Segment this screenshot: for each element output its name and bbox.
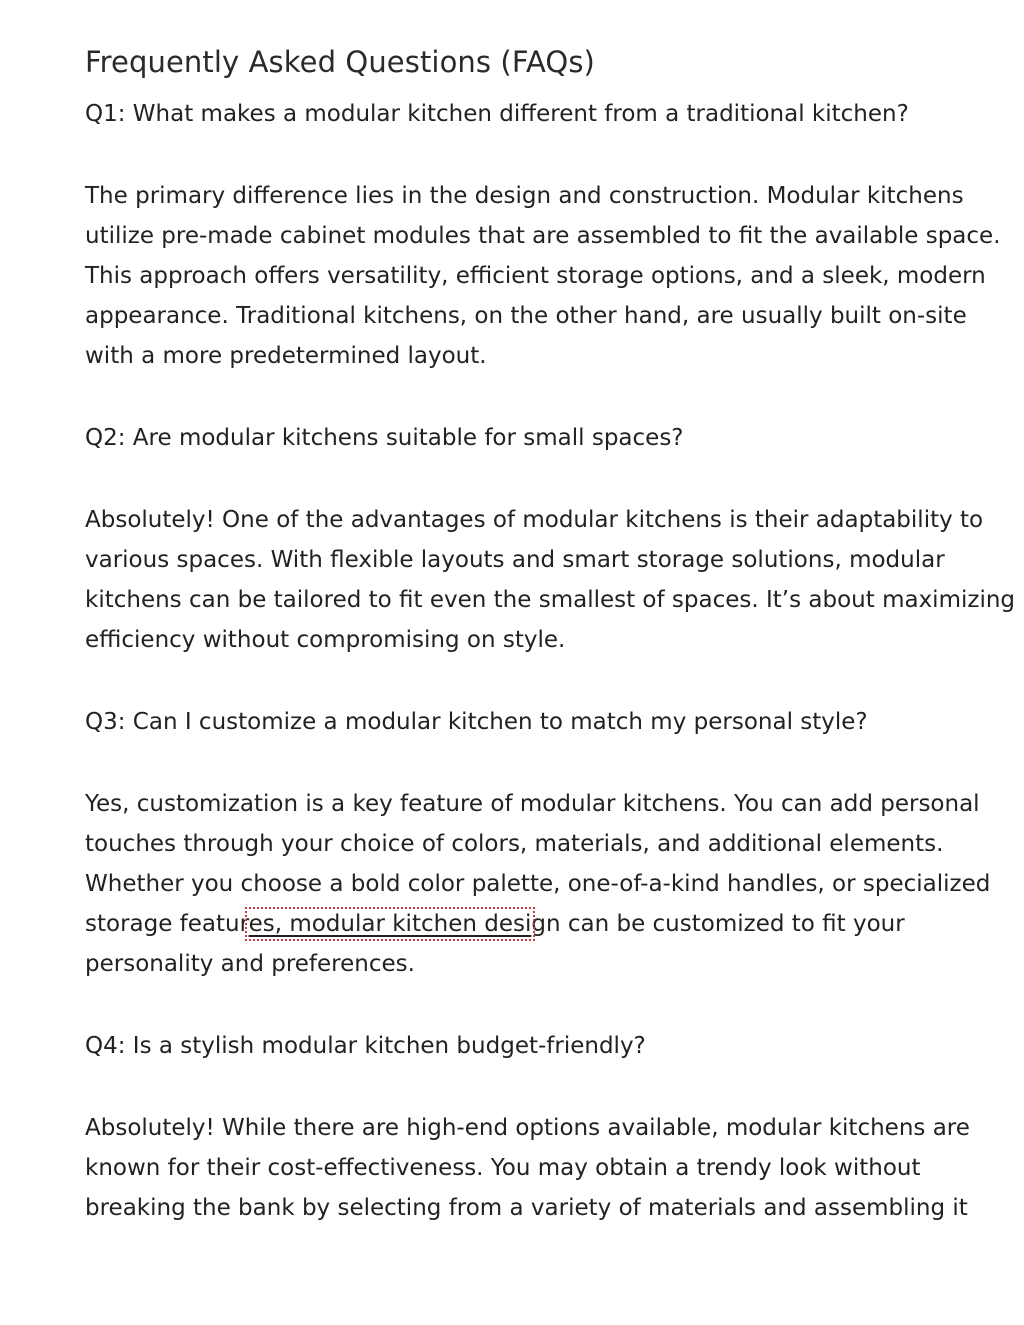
faq-question-1: Q1: What makes a modular kitchen different from a traditional kitchen? <box>85 101 909 127</box>
modular-kitchen-design-link[interactable]: es, modular kitchen desi <box>248 911 532 937</box>
faq-question-4: Q4: Is a stylish modular kitchen budget-friendly? <box>85 1033 646 1059</box>
faq-item-1 <box>85 94 1015 376</box>
faq-answer-3 <box>85 784 1015 984</box>
faq-item-2 <box>85 418 1015 660</box>
faq-answer-4: Absolutely! While there are high-end options available, modular kitchens are known for their cost-effectiveness. You may obtain a trendy look without breaking the bank by selecting from a variety of materials and assembling it <box>85 1115 970 1221</box>
faq-page <box>85 40 1015 1228</box>
faq-answer-3-text-before: Yes, customization is a key feature of modular kitchens. You can add personal touches through your choice of colors, materials, and additional elements. Whether you choose a bold color palette, one-of-a-kind handles, or specialized storage featur <box>85 791 991 937</box>
page-title: Frequently Asked Questions (FAQs) <box>85 45 595 79</box>
faq-answer-1: The primary difference lies in the design and construction. Modular kitchens utilize pre-made cabinet modules that are assembled to fit the available space. This approach offers versatility, efficient storage options, and a sleek, modern appearance. Traditional kitchens, on the other hand, are usually built on-site with a more predetermined layout. <box>85 183 1001 369</box>
faq-question-2: Q2: Are modular kitchens suitable for small spaces? <box>85 425 684 451</box>
faq-item-3 <box>85 702 1015 984</box>
faq-question-3: Q3: Can I customize a modular kitchen to match my personal style? <box>85 709 868 735</box>
faq-item-4 <box>85 1026 1015 1228</box>
faq-answer-3-text-after: gn can be customized to fit your personality and preferences. <box>85 911 905 977</box>
faq-answer-2: Absolutely! One of the advantages of modular kitchens is their adaptability to various spaces. With flexible layouts and smart storage solutions, modular kitchens can be tailored to fit even the smallest of spaces. It’s about maximizing efficiency without compromising on style. <box>85 507 1016 653</box>
